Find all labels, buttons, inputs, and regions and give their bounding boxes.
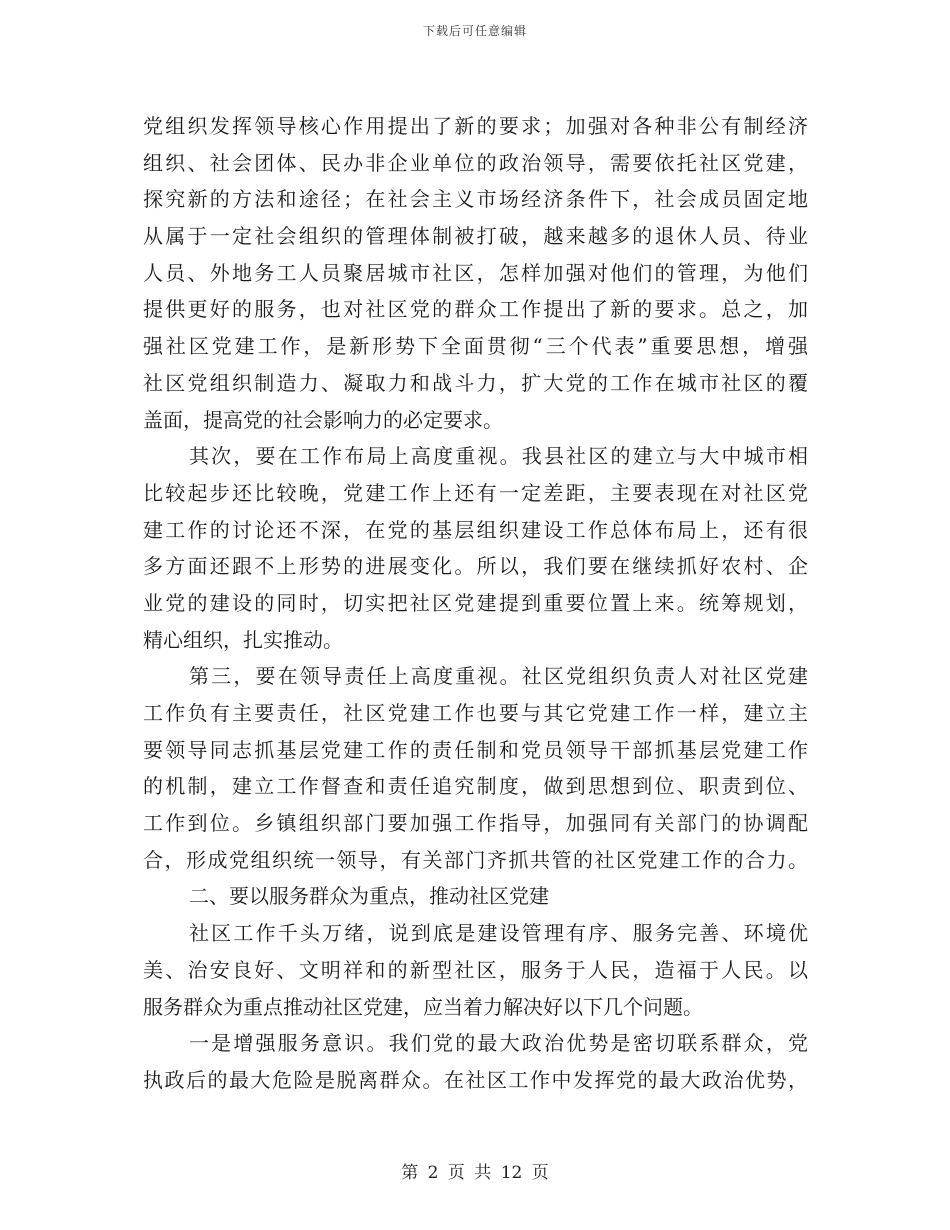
text-line: 二、要以服务群众为重点，推动社区党建 (189, 884, 549, 909)
text-line: 党组织发挥领导核心作用提出了新的要求；加强对各种非公有制经济 (143, 114, 808, 138)
text-line: 的机制，建立工作督查和责任追究制度，做到思想到位、职责到位、 (143, 774, 808, 799)
text-line: 社区工作千头万绪，说到底是建设管理有序、服务完善、环境优 (189, 921, 808, 946)
text-line: 执政后的最大危险是脱离群众。在社区工作中发挥党的最大政治优势， (143, 1067, 808, 1092)
text-line: 工作负有主要责任，社区党建工作也要与其它党建工作一样，建立主 (143, 701, 808, 725)
text-line: 第三，要在领导责任上高度重视。社区党组织负责人对社区党建 (189, 664, 808, 689)
text-line: 多方面还跟不上形势的进展变化。所以，我们要在继续抓好农村、企 (143, 554, 808, 579)
text-line: 合，形成党组织统一领导，有关部门齐抓共管的社区党建工作的合力。 (143, 847, 808, 872)
text-line: 强社区党建工作，是新形势下全面贯彻“三个代表”重要思想，增强 (143, 334, 808, 359)
document-body (143, 108, 808, 1099)
text-line: 要领导同志抓基层党建工作的责任制和党员领导干部抓基层党建工作 (143, 737, 808, 762)
text-line: 美、治安良好、文明祥和的新型社区，服务于人民，造福于人民。以 (143, 957, 808, 982)
text-line: 服务群众为重点推动社区党建，应当着力解决好以下几个问题。 (143, 994, 703, 1019)
text-line: 一是增强服务意识。我们党的最大政治优势是密切联系群众，党 (189, 1031, 808, 1056)
text-line: 盖面，提高党的社会影响力的必定要求。 (143, 407, 503, 432)
text-line: 组织、社会团体、民办非企业单位的政治领导，需要依托社区党建， (143, 150, 808, 175)
text-line: 人员、外地务工人员聚居城市社区，怎样加强对他们的管理，为他们 (143, 260, 808, 285)
text-line: 其次，要在工作布局上高度重视。我县社区的建立与大中城市相 (189, 444, 808, 469)
text-line: 比较起步还比较晚，党建工作上还有一定差距，主要表现在对社区党 (143, 480, 808, 505)
text-line: 从属于一定社会组织的管理体制被打破，越来越多的退休人员、待业 (143, 224, 808, 249)
text-line: 业党的建设的同时，切实把社区党建提到重要位置上来。统筹规划， (143, 590, 808, 615)
text-line: 工作到位。乡镇组织部门要加强工作指导，加强同有关部门的协调配 (143, 811, 808, 836)
page-number-footer: 第 2 页 共 12 页 (401, 1163, 549, 1183)
text-line: 提供更好的服务，也对社区党的群众工作提出了新的要求。总之，加 (143, 297, 808, 322)
text-line: 探究新的方法和途径；在社会主义市场经济条件下，社会成员固定地 (143, 187, 808, 212)
text-line: 建工作的讨论还不深，在党的基层组织建设工作总体布局上，还有很 (143, 517, 808, 542)
text-line: 精心组织，扎实推动。 (143, 627, 343, 652)
page-header: 下载后可任意编辑 (422, 24, 527, 38)
text-line: 社区党组织制造力、凝取力和战斗力，扩大党的工作在城市社区的覆 (143, 370, 808, 395)
